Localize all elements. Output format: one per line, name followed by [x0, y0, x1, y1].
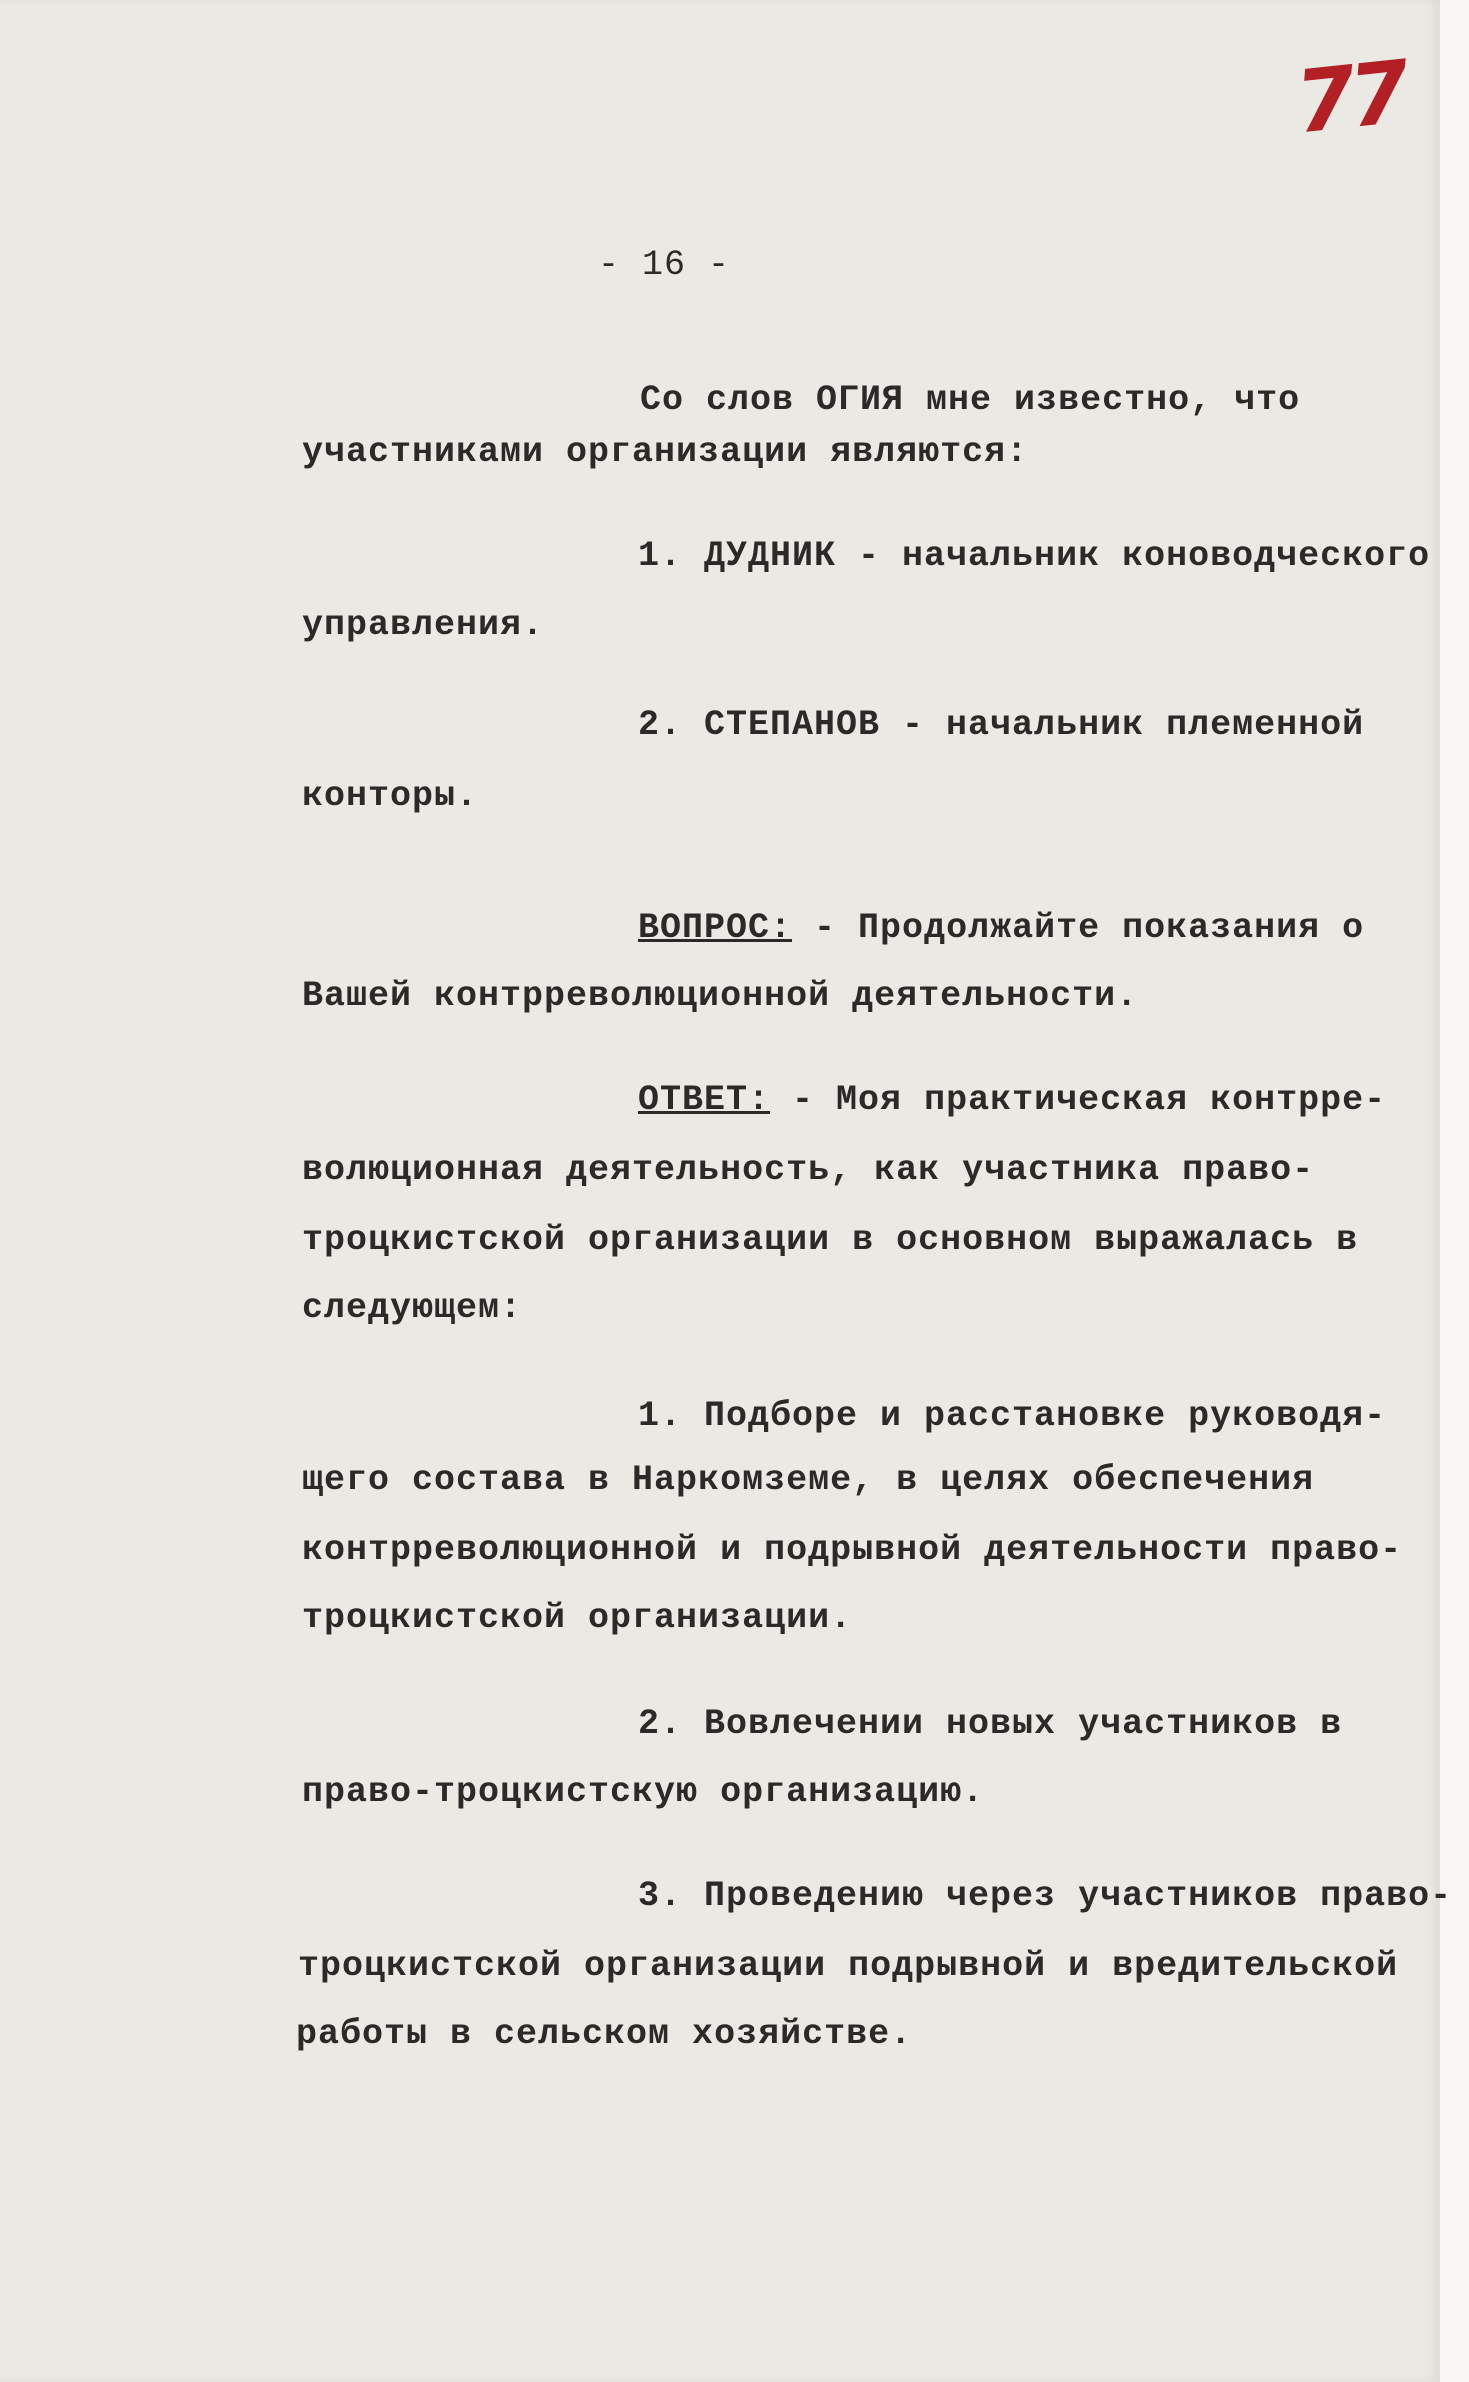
- point-3-line-3: работы в сельском хозяйстве.: [296, 2014, 913, 2054]
- point-1-line-1: 1. Подборе и расстановке руководя-: [638, 1396, 1387, 1436]
- list-item-2: 2. СТЕПАНОВ - начальник племенной: [638, 705, 1365, 745]
- answer-line-2: волюционная деятельность, как участника право-: [302, 1150, 1315, 1190]
- answer-line-1: ОТВЕТ: - Моя практическая контрре-: [638, 1080, 1387, 1120]
- list-item-1: 1. ДУДНИК - начальник коноводческого: [638, 536, 1431, 576]
- list-item-1-cont: управления.: [302, 605, 545, 645]
- point-2-line-1: 2. Вовлечении новых участников в: [638, 1704, 1343, 1744]
- point-2-line-2: право-троцкистскую организацию.: [302, 1772, 985, 1812]
- text-line-1: Со слов ОГИЯ мне известно, что: [640, 380, 1301, 420]
- point-3-line-1: 3. Проведению через участников право-: [638, 1876, 1453, 1916]
- list-item-2-cont: конторы.: [302, 776, 479, 816]
- point-1-line-4: троцкистской организации.: [302, 1598, 853, 1638]
- point-1-line-2: щего состава в Наркомземе, в целях обеспечения: [302, 1460, 1315, 1500]
- page-edge: [1440, 0, 1469, 2382]
- folio-number: 77: [1291, 42, 1409, 154]
- answer-line-3: троцкистской организации в основном выражалась в: [302, 1220, 1359, 1260]
- question-line-2: Вашей контрреволюционной деятельности.: [302, 976, 1139, 1016]
- page-number: - 16 -: [598, 245, 731, 285]
- point-3-line-2: троцкистской организации подрывной и вредительской: [298, 1946, 1399, 1986]
- question-line-1: ВОПРОС: - Продолжайте показания о: [638, 908, 1365, 948]
- answer-line-4: следующем:: [302, 1288, 523, 1328]
- point-1-line-3: контрреволюционной и подрывной деятельности право-: [302, 1530, 1403, 1570]
- text-line-2: участниками организации являются:: [302, 432, 1029, 472]
- question-label: ВОПРОС:: [638, 908, 793, 948]
- answer-label: ОТВЕТ:: [638, 1080, 771, 1120]
